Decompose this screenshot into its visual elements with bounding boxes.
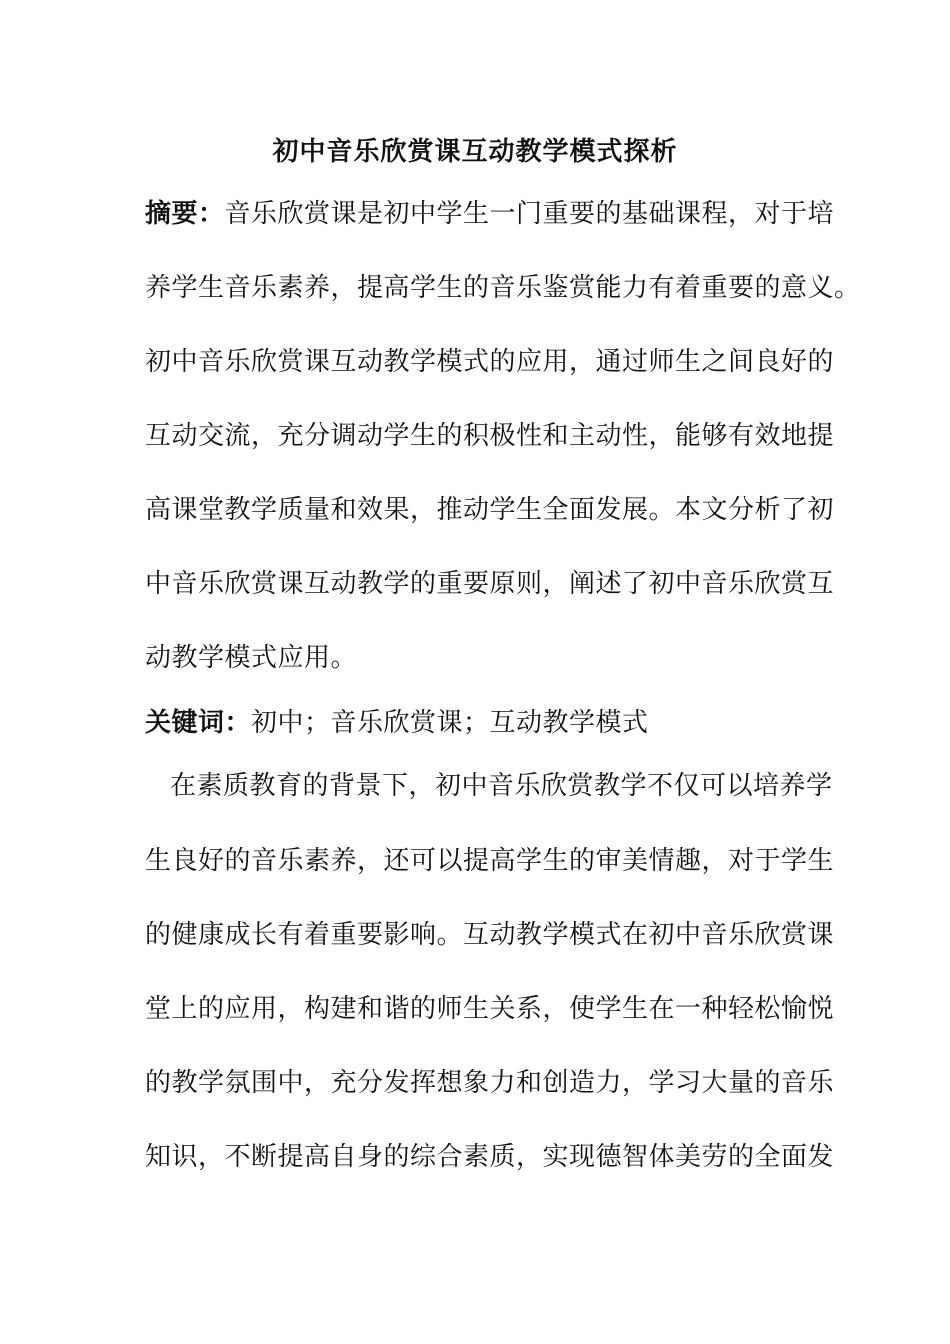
abstract-line-6: 中音乐欣赏课互动教学的重要原则，阐述了初中音乐欣赏互 — [145, 569, 835, 599]
abstract-line-4: 互动交流，充分调动学生的积极性和主动性，能够有效地提 — [145, 421, 835, 451]
abstract-text: 音乐欣赏课是初中学生一门重要的基础课程，对于培 — [224, 199, 835, 229]
abstract-line-3: 初中音乐欣赏课互动教学模式的应用，通过师生之间良好的 — [145, 347, 835, 377]
abstract-line-1 — [145, 194, 834, 234]
body-line-4: 堂上的应用，构建和谐的师生关系，使学生在一种轻松愉悦 — [145, 994, 835, 1024]
document-title: 初中音乐欣赏课互动教学模式探析 — [272, 137, 678, 167]
body-line-1: 在素质教育的背景下，初中音乐欣赏教学不仅可以培养学 — [170, 771, 833, 801]
body-line-5: 的教学氛围中，充分发挥想象力和创造力，学习大量的音乐 — [145, 1068, 835, 1098]
abstract-label: 摘要： — [145, 199, 225, 229]
keywords-line — [145, 703, 649, 743]
abstract-line-2: 养学生音乐素养，提高学生的音乐鉴赏能力有着重要的意义。 — [145, 273, 861, 303]
abstract-line-7: 动教学模式应用。 — [145, 643, 358, 673]
keywords-text: 初中；音乐欣赏课；互动教学模式 — [251, 708, 649, 738]
body-line-2: 生良好的音乐素养，还可以提高学生的审美情趣，对于学生 — [145, 846, 835, 876]
keywords-label: 关键词： — [145, 708, 252, 738]
body-line-6: 知识，不断提高自身的综合素质，实现德智体美劳的全面发 — [145, 1142, 835, 1172]
body-line-3: 的健康成长有着重要影响。互动教学模式在初中音乐欣赏课 — [145, 920, 835, 950]
abstract-line-5: 高课堂教学质量和效果，推动学生全面发展。本文分析了初 — [145, 495, 835, 525]
